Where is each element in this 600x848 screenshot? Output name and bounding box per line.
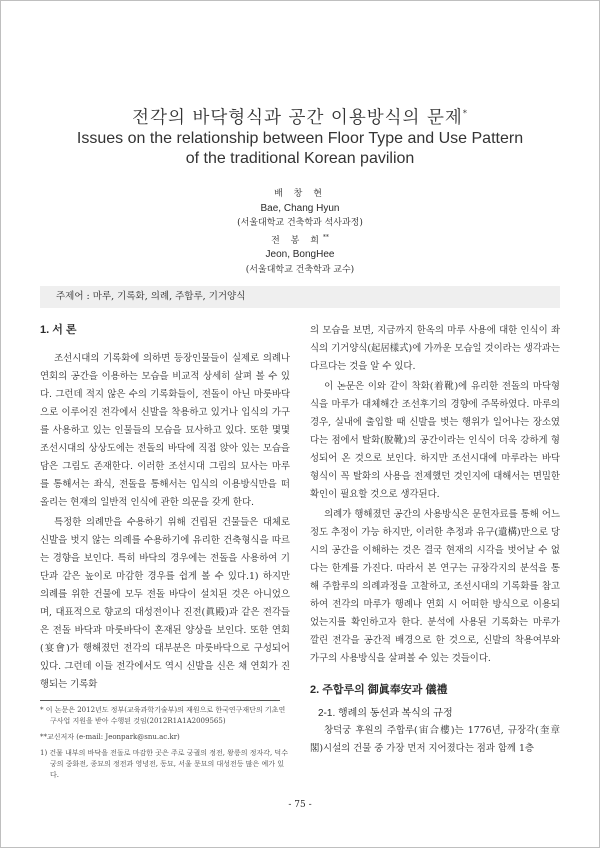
author2-mark: ** — [322, 233, 329, 241]
footnote-divider — [40, 700, 280, 701]
author1-affiliation: (서울대학교 건축학과 석사과정) — [237, 218, 363, 228]
author2-name-ko-line — [0, 231, 600, 249]
author2-affiliation: (서울대학교 건축학과 교수) — [245, 264, 355, 275]
page-number: - 75 - — [288, 800, 312, 810]
keywords-box: 주제어 : 마루, 기록화, 의례, 주합루, 기거양식 — [40, 286, 560, 308]
author2-name-ko: 전 봉 희 — [271, 235, 323, 246]
footnote: 1) 건물 내부의 바닥을 전돌로 마감한 곳은 주로 궁궐의 정전, 왕릉의 정자각, 덕수궁의 중화전, 종묘의 정전과 영녕전, 동묘, 서울 문묘의 대성전등 많은 예가 있다. — [40, 749, 288, 779]
footnote: **교신저자 (e-mail: Jeonpark@snu.ac.kr) — [40, 733, 180, 741]
paragraph: 이 논문은 이와 같이 착화(着靴)에 유리한 전돌의 마닥형식을 마루가 대체해간 조선후기의 경향에 주목하였다. 마루의 경우, 실내에 출입할 때 신발을 벗는 행위가 일어나는 장소였다는 점에서 탈화(脫靴)의 공간이라는 인식이 더욱 강하게 형성되어 온 것으로 보인다. 하지만 조선시대에 마루라는 바닥형식이 꼭 탈화의 사용을 전제했던 것인지에 대해서는 면밀한 확인이 필요할 것으로 생각된다. — [310, 381, 560, 500]
author1-name-en: Bae, Chang Hyun — [260, 202, 340, 214]
footnote: * 이 논문은 2012년도 정부(교육과학기술부)의 재원으로 한국연구재단의 기초연구사업 지원을 받아 수행된 것임(2012R1A1A2009565) — [40, 706, 286, 725]
paragraph: 의 모습을 보면, 지금까지 한옥의 마루 사용에 대한 인식이 좌식의 기거양식(起居樣式)에 가까운 모습일 것이라는 생각과는 다르다는 것을 알 수 있다. — [310, 325, 560, 372]
paragraph: 조선시대의 기록화에 의하면 등장인물들이 실제로 의례나 연회의 공간을 이용하는 모습을 비교적 상세히 살펴 볼 수 있다. 그런데 적지 않은 수의 기록화들이, 전돌이 아닌 마룻바닥으로 이루어진 전각에서 신발을 착용하고 있거나 입식의 가구를 사용하고 있는 인물들의 모습을 묘사하고 있다. 또한 몇몇 조선시대의 상상도에는 전돌의 바닥에 직접 앉아 있는 모습을 담은 그림도 존재한다. 이러한 조선시대 그림의 묘사는 마루를 통해서는 좌식, 전돌을 통해서는 입식의 이용방식만을 떠올리는 현재의 일반적 인식에 관한 의문을 갖게 한다. — [40, 353, 290, 508]
left-column — [40, 322, 290, 694]
author2-name-en: Jeon, BongHee — [265, 249, 335, 260]
author-block — [0, 187, 600, 277]
footnotes — [40, 705, 290, 786]
section1-heading: 1. 서 론 — [40, 324, 77, 336]
title-korean: 전각의 바닥형식과 공간 이용방식의 문제* — [132, 108, 468, 128]
title-english-line2: of the traditional Korean pavilion — [185, 150, 415, 167]
paragraph: 의례가 행해졌던 공간의 사용방식은 문헌자료를 통해 어느 정도 추정이 가능 하지만, 이러한 추정과 유구(遺構)만으로 당시의 공간을 이해하는 것은 결국 현재의 시각을 벗어날 수 없다는 한계를 가진다. 따라서 본 연구는 규장각지의 분석을 통해 주합루의 의례과정을 고찰하고, 조선시대의 기록화를 참고하여 전각의 마루가 행례나 연회 시 어떠한 방식으로 이용되었는지를 확인하고자 한다. 분석에 사용된 기록화는 마루가 깔린 전각을 공간적 배경으로 한 것으로, 신발의 착용여부와 가구의 사용방식을 살펴볼 수 있는 것들이다. — [310, 509, 560, 664]
title-footnote-mark: * — [462, 109, 468, 119]
title-english-line1: Issues on the relationship between Floor Type and Use Pattern — [76, 130, 524, 147]
author1-name-ko: 배 창 현 — [274, 189, 326, 199]
section2-heading: 2. 주합루의 御眞奉安과 儀禮 — [310, 684, 448, 696]
paragraph: 창덕궁 후원의 주합루(宙合樓)는 1776년, 규장각(奎章閣)시설의 건물 중 가장 먼저 지어졌다는 점과 함께 1층 — [310, 725, 560, 754]
paragraph: 특정한 의례만을 수용하기 위해 건립된 건물들은 대체로 신발을 벗지 않는 의례를 수용하기에 유리한 건축형식을 따르는 경향을 보인다. 특히 바닥의 경우에는 전돌을 사용하여 기단과 같은 높이로 마감한 경우를 쉽게 볼 수 있다.1) 하지만 의례를 위한 건물에 모두 전돌 바닥이 설치된 것은 아니었으며, 대표적으로 향교의 대성전이나 진전(眞殿)과 같은 전각들은 전돌 바닥과 마룻바닥이 혼재된 양상을 보인다. 또한 연회(宴會)가 행해졌던 전각의 대부분은 마룻바닥으로 구성되어 있다. 그런데 이들 전각에서도 역시 신발을 신은 채 연회가 진행되는 기록화 — [40, 517, 290, 690]
right-column — [310, 322, 560, 758]
section2-1-heading: 2-1. 행례의 동선과 복식의 규정 — [318, 708, 453, 719]
